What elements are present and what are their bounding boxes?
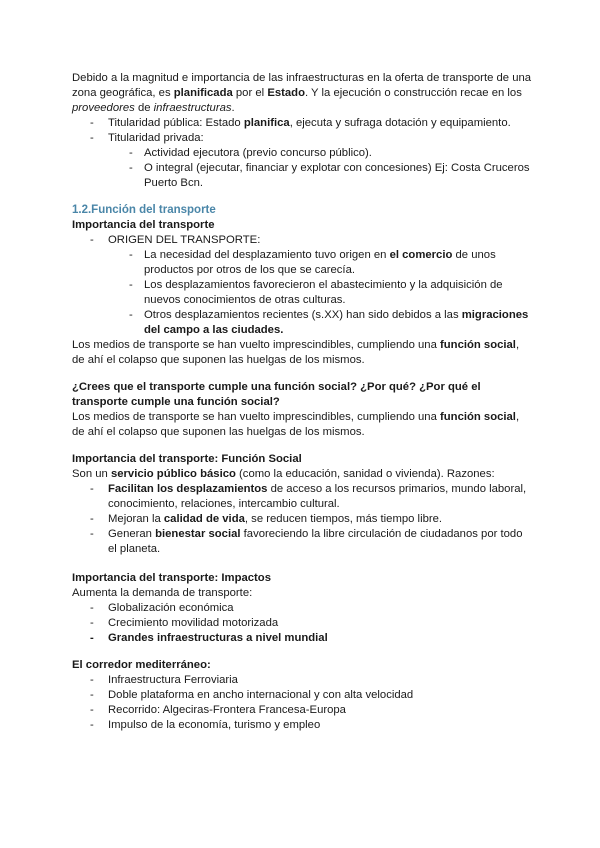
list-item-bold: planifica xyxy=(243,117,290,129)
impactos-list xyxy=(72,601,532,646)
origen-list xyxy=(72,233,532,338)
intro-text: . Y la ejecución o construcción recae en los xyxy=(304,87,522,99)
list-item: - Globalización económica xyxy=(72,601,532,616)
intro-italic-proveedores: proveedores xyxy=(72,102,135,114)
heading-importancia: Importancia del transporte xyxy=(72,219,215,231)
heading-funcion-social: Importancia del transporte: Función Social xyxy=(72,453,302,465)
corredor-list xyxy=(72,673,532,733)
intro-text: Debido a la magnitud e importancia de las infraestructuras en la oferta de transporte de una zona geográfica, es xyxy=(72,72,532,99)
heading-impactos: Importancia del transporte: Impactos xyxy=(72,572,271,584)
section-funcion xyxy=(72,203,532,368)
list-item: - Infraestructura Ferroviaria xyxy=(72,673,532,688)
paragraph-funcion-social xyxy=(72,338,532,368)
sublist-item-migraciones xyxy=(72,308,532,338)
intro-text: . xyxy=(231,102,235,114)
sublist-item-comercio xyxy=(72,248,532,278)
corredor-block xyxy=(72,658,532,733)
impactos-block xyxy=(72,571,532,646)
paragraph-text: , de ahí el colapso que suponen las huelgas de los mismos. xyxy=(72,411,520,438)
impactos-intro: Aumenta la demanda de transporte: xyxy=(72,587,253,599)
list-item-bold: migraciones del campo a las ciudades. xyxy=(144,309,529,336)
list-item-bold: bienestar social xyxy=(155,528,241,540)
list-item-text: Titularidad pública: Estado xyxy=(108,117,244,129)
list-item-origen: - ORIGEN DEL TRANSPORTE: xyxy=(72,233,532,248)
list-item-text: Otros desplazamientos recientes (s.XX) han sido debidos a las xyxy=(144,309,462,321)
intro-italic-infraestructuras: infraestructuras xyxy=(153,102,232,114)
list-item: - Doble plataforma en ancho internacional y con alta velocidad xyxy=(72,688,532,703)
list-item-text: Generan xyxy=(108,528,156,540)
titularidad-list xyxy=(72,116,532,191)
list-item-text: , se reducen tiempos, más tiempo libre. xyxy=(244,513,443,525)
question-paragraph xyxy=(72,410,528,440)
intro-block xyxy=(72,71,532,191)
section-title: 1.2.Función del transporte xyxy=(72,204,216,216)
list-item-titularidad-publica xyxy=(72,116,532,131)
list-item-desplazamientos xyxy=(72,482,532,512)
list-item-titularidad-privada: - Titularidad privada: xyxy=(72,131,532,146)
social-block xyxy=(72,452,532,557)
paragraph-text: Los medios de transporte se han vuelto imprescindibles, cumpliendo una xyxy=(72,339,440,351)
sublist-item-actividad: - Actividad ejecutora (previo concurso público). xyxy=(72,146,532,161)
list-item: - Grandes infraestructuras a nivel mundial xyxy=(72,631,532,646)
list-item-text: La necesidad del desplazamiento tuvo origen en xyxy=(144,249,390,261)
list-item-text: , ejecuta y sufraga dotación y equipamiento. xyxy=(289,117,511,129)
list-item: - Impulso de la economía, turismo y empleo xyxy=(72,718,532,733)
list-item-text: favoreciendo la libre circulación de ciudadanos por todo el planeta. xyxy=(108,528,523,555)
list-item: - Recorrido: Algeciras-Frontera Francesa-Europa xyxy=(72,703,532,718)
list-item-bold: calidad de vida xyxy=(163,513,245,525)
list-item-text: de acceso a los recursos primarios, mundo laboral, conocimiento, relaciones, intercambio cultural. xyxy=(108,483,527,510)
paragraph-text: Los medios de transporte se han vuelto imprescindibles, cumpliendo una xyxy=(72,411,440,423)
question-heading: ¿Crees que el transporte cumple una función social? ¿Por qué? ¿Por qué el transporte cumple una función social? xyxy=(72,381,481,408)
paragraph-bold: servicio público básico xyxy=(110,468,236,480)
sublist-item-abastecimiento: - Los desplazamientos favorecieron el abastecimiento y la adquisición de nuevos conocimientos de otras culturas. xyxy=(72,278,532,308)
intro-bold-planificada: planificada xyxy=(173,87,233,99)
social-list xyxy=(72,482,532,557)
paragraph-bold: función social xyxy=(440,411,516,423)
intro-bold-estado: Estado xyxy=(267,87,305,99)
paragraph-text: Son un xyxy=(72,468,111,480)
list-item-bold: Facilitan los desplazamientos xyxy=(108,483,268,495)
intro-paragraph xyxy=(72,71,532,116)
list-item-calidad-vida xyxy=(72,512,532,527)
intro-text: de xyxy=(134,102,154,114)
paragraph-bold: función social xyxy=(440,339,516,351)
sublist-item-integral: - O integral (ejecutar, financiar y explotar con concesiones) Ej: Costa Cruceros Puerto Bcn. xyxy=(72,161,532,191)
paragraph-text: (como la educación, sanidad o vivienda). Razones: xyxy=(235,468,495,480)
list-item: - Crecimiento movilidad motorizada xyxy=(72,616,532,631)
question-block xyxy=(72,380,528,440)
list-item-bienestar xyxy=(72,527,532,557)
intro-text: por el xyxy=(232,87,268,99)
paragraph-text: , de ahí el colapso que suponen las huelgas de los mismos. xyxy=(72,339,520,366)
list-item-text: Mejoran la xyxy=(108,513,164,525)
heading-corredor: El corredor mediterráneo: xyxy=(72,659,211,671)
list-item-bold: el comercio xyxy=(389,249,453,261)
social-intro xyxy=(72,467,532,482)
list-item-text: de unos productos por otros de los que se carecía. xyxy=(144,249,496,276)
